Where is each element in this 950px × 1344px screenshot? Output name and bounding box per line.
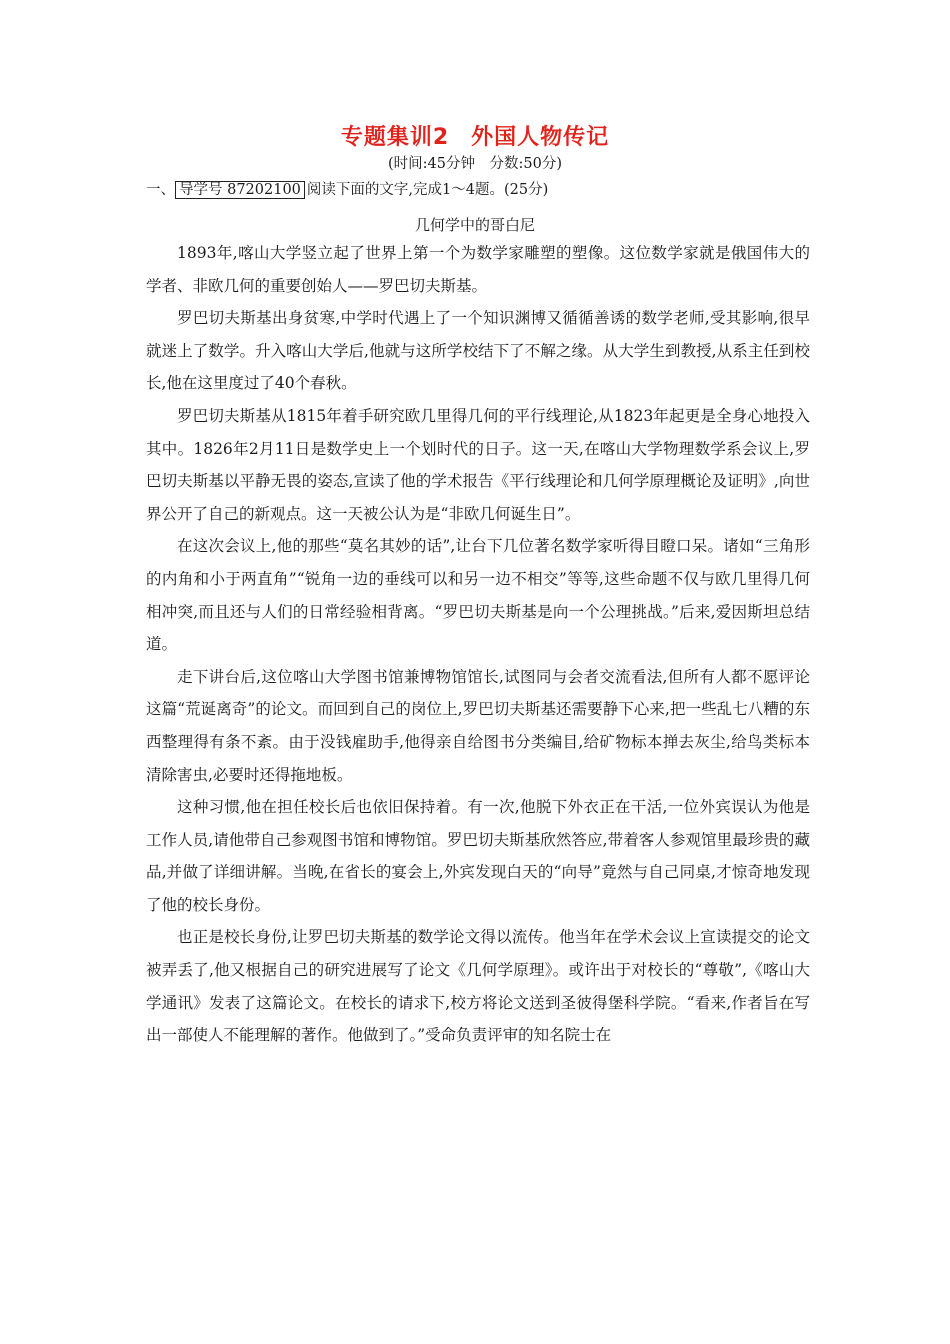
article-body bbox=[146, 237, 810, 1052]
paragraph-3: 罗巴切夫斯基从1815年着手研究欧几里得几何的平行线理论,从1823年起更是全身心地投入其中。1826年2月11日是数学史上一个划时代的日子。这一天,在喀山大学物理数学系会议上,罗巴切夫斯基以平静无畏的姿态,宣读了他的学术报告《平行线理论和几何学原理概论及证明》,向世界公开了自己的新观点。这一天被公认为是“非欧几何诞生日”。 bbox=[146, 406, 810, 523]
guide-number-box: 导学号 87202100 bbox=[175, 181, 305, 199]
paragraph-6: 这种习惯,他在担任校长后也依旧保持着。有一次,他脱下外衣正在干活,一位外宾误认为他是工作人员,请他带自己参观图书馆和博物馆。罗巴切夫斯基欣然答应,带着客人参观馆里最珍贵的藏品,并做了详细讲解。当晚,在省长的宴会上,外宾发现白天的“向导”竟然与自己同桌,才惊奇地发现了他的校长身份。 bbox=[146, 798, 810, 914]
time-score-line: (时间:45分钟 分数:50分) bbox=[388, 156, 562, 172]
section-number: 一、 bbox=[146, 182, 175, 198]
paragraph-4: 在这次会议上,他的那些“莫名其妙的话”,让台下几位著名数学家听得目瞪口呆。诸如“三角形的内角和小于两直角”“锐角一边的垂线可以和另一边不相交”等等,这些命题不仅与欧几里得几何相冲突,而且还与人们的日常经验相背离。“罗巴切夫斯基是向一个公理挑战。”后来,爱因斯坦总结道。 bbox=[146, 537, 810, 654]
title-part-2: 外国人物传记 bbox=[471, 125, 610, 150]
paragraph-7: 也正是校长身份,让罗巴切夫斯基的数学论文得以流传。他当年在学术会议上宣读提交的论文被弄丢了,他又根据自己的研究进展写了论文《几何学原理》。或许出于对校长的“尊敬”,《喀山大学通讯》发表了这篇论文。在校长的请求下,校方将论文送到圣彼得堡科学院。“看来,作者旨在写出一部使人不能理解的著作。他做到了。”受命负责评审的知名院士在 bbox=[146, 928, 810, 1045]
document-title bbox=[0, 120, 950, 151]
section-instruction bbox=[146, 178, 548, 199]
title-part-1: 专题集训2 bbox=[340, 125, 450, 150]
paragraph-5: 走下讲台后,这位喀山大学图书馆兼博物馆馆长,试图同与会者交流看法,但所有人都不愿评论这篇“荒诞离奇”的论文。而回到自己的岗位上,罗巴切夫斯基还需要静下心来,把一些乱七八糟的东西整理得有条不紊。由于没钱雇助手,他得亲自给图书分类编目,给矿物标本掸去灰尘,给鸟类标本清除害虫,必要时还得拖地板。 bbox=[146, 667, 810, 784]
paragraph-1: 1893年,喀山大学竖立起了世界上第一个为数学家雕塑的塑像。这位数学家就是俄国伟大的学者、非欧几何的重要创始人——罗巴切夫斯基。 bbox=[146, 244, 810, 295]
article-title: 几何学中的哥白尼 bbox=[414, 216, 535, 234]
instruction-text: 阅读下面的文字,完成1～4题。(25分) bbox=[306, 182, 549, 198]
paragraph-2: 罗巴切夫斯基出身贫寒,中学时代遇上了一个知识渊博又循循善诱的数学老师,受其影响,很早就迷上了数学。升入喀山大学后,他就与这所学校结下了不解之缘。从大学生到教授,从系主任到校长,他在这里度过了40个春秋。 bbox=[146, 309, 810, 393]
